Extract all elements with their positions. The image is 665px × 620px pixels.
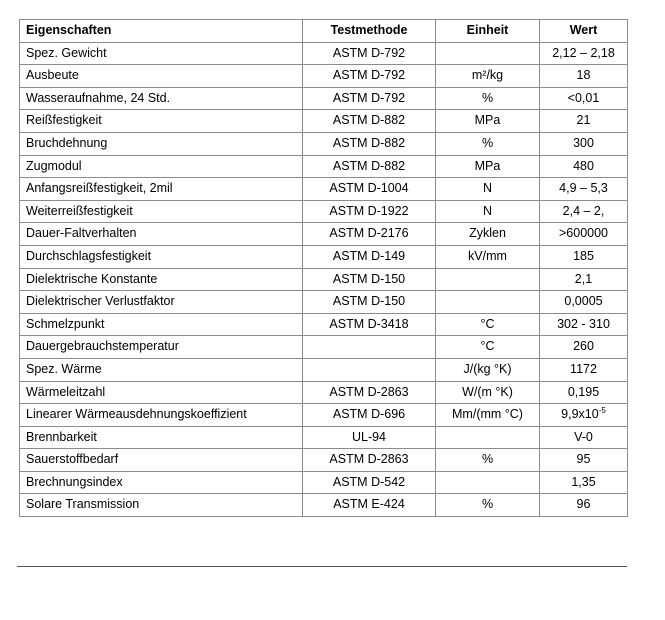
table-row	[20, 313, 628, 336]
table-row	[20, 178, 628, 201]
cell-unit	[436, 268, 540, 291]
cell-property: Anfangsreißfestigkeit, 2mil	[20, 178, 303, 201]
cell-unit: °C	[436, 313, 540, 336]
cell-property: Dielektrischer Verlustfaktor	[20, 291, 303, 314]
cell-property: Weiterreißfestigkeit	[20, 200, 303, 223]
cell-property: Brechnungsindex	[20, 471, 303, 494]
cell-property: Schmelzpunkt	[20, 313, 303, 336]
table-row	[20, 223, 628, 246]
cell-property: Dauergebrauchstemperatur	[20, 336, 303, 359]
cell-value: 0,0005	[540, 291, 628, 314]
header-unit: Einheit	[436, 20, 540, 43]
value-exponent: -5	[598, 406, 606, 416]
cell-property: Reißfestigkeit	[20, 110, 303, 133]
cell-unit: kV/mm	[436, 245, 540, 268]
cell-unit: J/(kg °K)	[436, 358, 540, 381]
cell-value: 21	[540, 110, 628, 133]
cell-unit: W/(m °K)	[436, 381, 540, 404]
table-row	[20, 268, 628, 291]
cell-value: 96	[540, 494, 628, 517]
cell-method: ASTM D-2176	[303, 223, 436, 246]
footer-divider	[17, 566, 627, 567]
cell-method: ASTM D-1922	[303, 200, 436, 223]
cell-method: ASTM D-150	[303, 268, 436, 291]
cell-property: Brennbarkeit	[20, 426, 303, 449]
cell-value: 302 - 310	[540, 313, 628, 336]
cell-value	[540, 404, 628, 427]
cell-method: ASTM D-882	[303, 155, 436, 178]
table-row	[20, 155, 628, 178]
cell-unit: MPa	[436, 110, 540, 133]
cell-method: ASTM E-424	[303, 494, 436, 517]
cell-value: <0,01	[540, 87, 628, 110]
table-row	[20, 358, 628, 381]
cell-unit: %	[436, 132, 540, 155]
cell-method: ASTM D-2863	[303, 381, 436, 404]
cell-value: 260	[540, 336, 628, 359]
cell-method: ASTM D-882	[303, 132, 436, 155]
cell-unit	[436, 42, 540, 65]
cell-method: ASTM D-696	[303, 404, 436, 427]
table-row	[20, 132, 628, 155]
cell-method: ASTM D-3418	[303, 313, 436, 336]
cell-unit: MPa	[436, 155, 540, 178]
cell-value: 2,1	[540, 268, 628, 291]
cell-method: ASTM D-150	[303, 291, 436, 314]
header-method: Testmethode	[303, 20, 436, 43]
cell-value: 1172	[540, 358, 628, 381]
cell-method: ASTM D-2863	[303, 449, 436, 472]
cell-method: ASTM D-882	[303, 110, 436, 133]
cell-value: 185	[540, 245, 628, 268]
table-row	[20, 381, 628, 404]
table-row	[20, 110, 628, 133]
cell-method: ASTM D-1004	[303, 178, 436, 201]
cell-unit	[436, 426, 540, 449]
cell-property: Sauerstoffbedarf	[20, 449, 303, 472]
cell-property: Bruchdehnung	[20, 132, 303, 155]
table-row	[20, 42, 628, 65]
cell-property: Wärmeleitzahl	[20, 381, 303, 404]
table-row	[20, 494, 628, 517]
table-row	[20, 87, 628, 110]
cell-property: Linearer Wärmeausdehnungskoeffizient	[20, 404, 303, 427]
table-row	[20, 336, 628, 359]
header-property: Eigenschaften	[20, 20, 303, 43]
cell-value: 1,35	[540, 471, 628, 494]
cell-value: 2,4 – 2,	[540, 200, 628, 223]
cell-unit: N	[436, 200, 540, 223]
cell-unit: N	[436, 178, 540, 201]
cell-method: ASTM D-542	[303, 471, 436, 494]
cell-property: Dielektrische Konstante	[20, 268, 303, 291]
cell-value: V-0	[540, 426, 628, 449]
cell-method	[303, 336, 436, 359]
cell-value: 4,9 – 5,3	[540, 178, 628, 201]
table-header-row	[20, 20, 628, 43]
table-row	[20, 65, 628, 88]
cell-unit: °C	[436, 336, 540, 359]
cell-unit: %	[436, 494, 540, 517]
cell-method: ASTM D-792	[303, 65, 436, 88]
table-row	[20, 471, 628, 494]
cell-unit: Zyklen	[436, 223, 540, 246]
cell-method	[303, 358, 436, 381]
cell-value: 18	[540, 65, 628, 88]
cell-method: ASTM D-149	[303, 245, 436, 268]
cell-value: 300	[540, 132, 628, 155]
table-body	[20, 42, 628, 516]
table-row	[20, 404, 628, 427]
cell-unit: %	[436, 87, 540, 110]
cell-unit: m²/kg	[436, 65, 540, 88]
cell-unit: %	[436, 449, 540, 472]
cell-property: Spez. Wärme	[20, 358, 303, 381]
cell-value: 95	[540, 449, 628, 472]
cell-method: ASTM D-792	[303, 42, 436, 65]
table-row	[20, 245, 628, 268]
cell-property: Durchschlagsfestigkeit	[20, 245, 303, 268]
cell-property: Solare Transmission	[20, 494, 303, 517]
table-row	[20, 449, 628, 472]
value-base: 9,9x10	[561, 407, 599, 422]
cell-value: 480	[540, 155, 628, 178]
table-row	[20, 426, 628, 449]
cell-unit	[436, 291, 540, 314]
cell-property: Ausbeute	[20, 65, 303, 88]
cell-method: UL-94	[303, 426, 436, 449]
cell-value: 0,195	[540, 381, 628, 404]
cell-property: Zugmodul	[20, 155, 303, 178]
cell-property: Dauer-Faltverhalten	[20, 223, 303, 246]
table-row	[20, 291, 628, 314]
cell-unit	[436, 471, 540, 494]
header-value: Wert	[540, 20, 628, 43]
cell-value: 2,12 – 2,18	[540, 42, 628, 65]
cell-property: Wasseraufnahme, 24 Std.	[20, 87, 303, 110]
cell-value: >600000	[540, 223, 628, 246]
cell-method: ASTM D-792	[303, 87, 436, 110]
table-row	[20, 200, 628, 223]
cell-unit: Mm/(mm °C)	[436, 404, 540, 427]
cell-property: Spez. Gewicht	[20, 42, 303, 65]
properties-table	[19, 19, 628, 517]
